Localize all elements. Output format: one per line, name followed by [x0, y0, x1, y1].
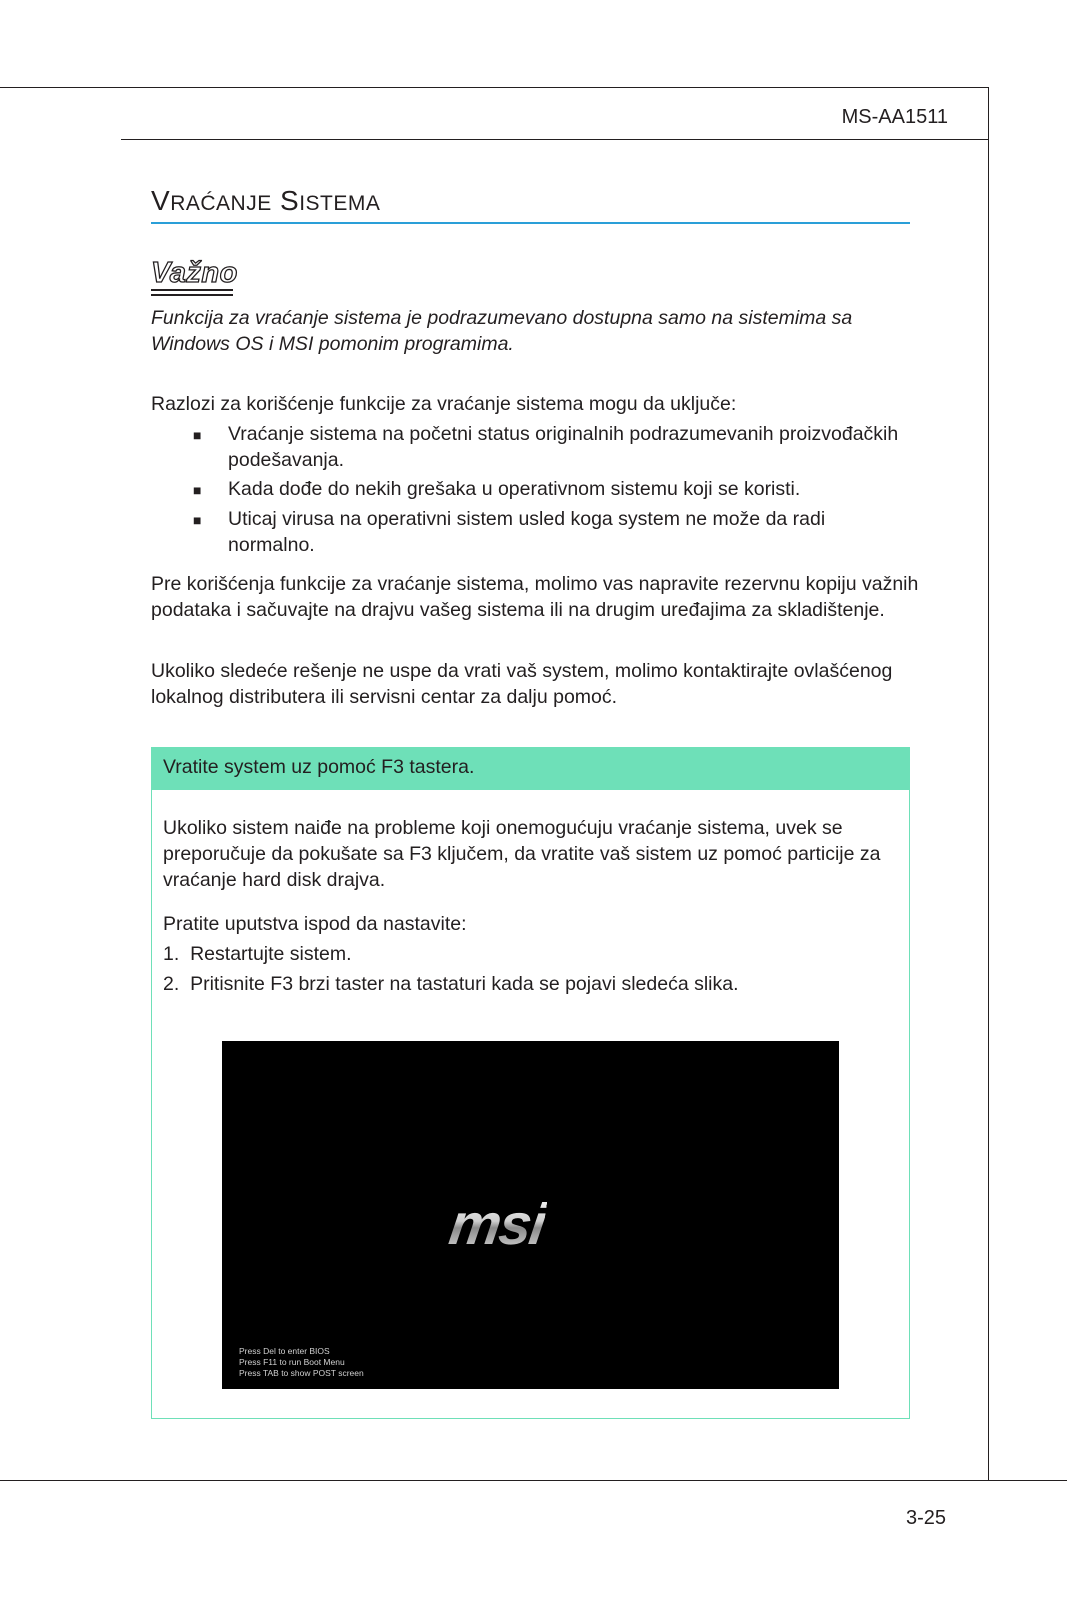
- steps-intro: Pratite uputstva ispod da nastavite:: [163, 913, 467, 935]
- important-underline-1: [151, 289, 233, 291]
- title-initial-1: V: [151, 185, 171, 216]
- boot-hint-boot-menu: Press F11 to run Boot Menu: [239, 1357, 345, 1367]
- model-number: MS-AA1511: [841, 106, 948, 128]
- bullet-icon: ■: [193, 512, 202, 528]
- reason-item: Vraćanje sistema na početni status originalnih podrazumevanih proizvođačkih podešavanja.: [228, 423, 899, 471]
- top-border-line: [0, 87, 988, 88]
- reason-item: Uticaj virusa na operativni sistem usled koga system ne može da radi normalno.: [228, 508, 826, 556]
- important-note: Funkcija za vraćanje sistema je podrazumevano dostupna samo na sistemima sa Windows OS i MSI pomonim programima.: [151, 307, 853, 355]
- reason-item: Kada dođe do nekih grešaka u operativnom sistemu koji se koristi.: [228, 478, 801, 500]
- f3-box-paragraph: Ukoliko sistem naiđe na probleme koji onemogućuju vraćanje sistema, uvek se preporučuje da pokušate sa F3 ključem, da vratite vaš sistem uz pomoć particije za vraćanje hard disk drajva.: [163, 817, 881, 891]
- boot-hint-bios: Press Del to enter BIOS: [239, 1346, 330, 1356]
- footer-rule: [0, 1480, 1067, 1481]
- title-rest-1: RAĆANJE: [170, 192, 272, 215]
- header-rule: [121, 139, 988, 140]
- right-border-line: [988, 87, 989, 1480]
- title-initial-2: S: [280, 185, 300, 216]
- reasons-intro: Razlozi za korišćenje funkcije za vraćanje sistema mogu da uključe:: [151, 393, 737, 415]
- page-number: 3-25: [905, 1507, 946, 1529]
- boot-hint-post: Press TAB to show POST screen: [239, 1368, 364, 1378]
- important-underline-2: [151, 294, 233, 296]
- important-label: Važno: [151, 257, 238, 289]
- title-rest-2: ISTEMA: [299, 192, 381, 215]
- msi-logo: msi: [445, 1192, 549, 1257]
- boot-screen-image: [222, 1041, 839, 1389]
- backup-paragraph: Pre korišćenja funkcije za vraćanje sistema, molimo vas napravite rezervnu kopiju važnih podataka i sačuvajte na drajvu vašeg sistema ili na drugim uređajima za skladištenje.: [151, 573, 919, 621]
- step-item: 1. Restartujte sistem.: [163, 943, 352, 965]
- step-item: 2. Pritisnite F3 brzi taster na tastaturi kada se pojavi sledeća slika.: [163, 973, 739, 995]
- title-underline: [151, 222, 910, 224]
- bullet-icon: ■: [193, 427, 202, 443]
- section-title: [151, 185, 380, 217]
- f3-box-title: Vratite system uz pomoć F3 tastera.: [163, 756, 475, 778]
- contact-paragraph: Ukoliko sledeće rešenje ne uspe da vrati vaš system, molimo kontaktirajte ovlašćenog lokalnog distributera ili servisni centar za dalju pomoć.: [151, 660, 893, 708]
- bullet-icon: ■: [193, 482, 202, 498]
